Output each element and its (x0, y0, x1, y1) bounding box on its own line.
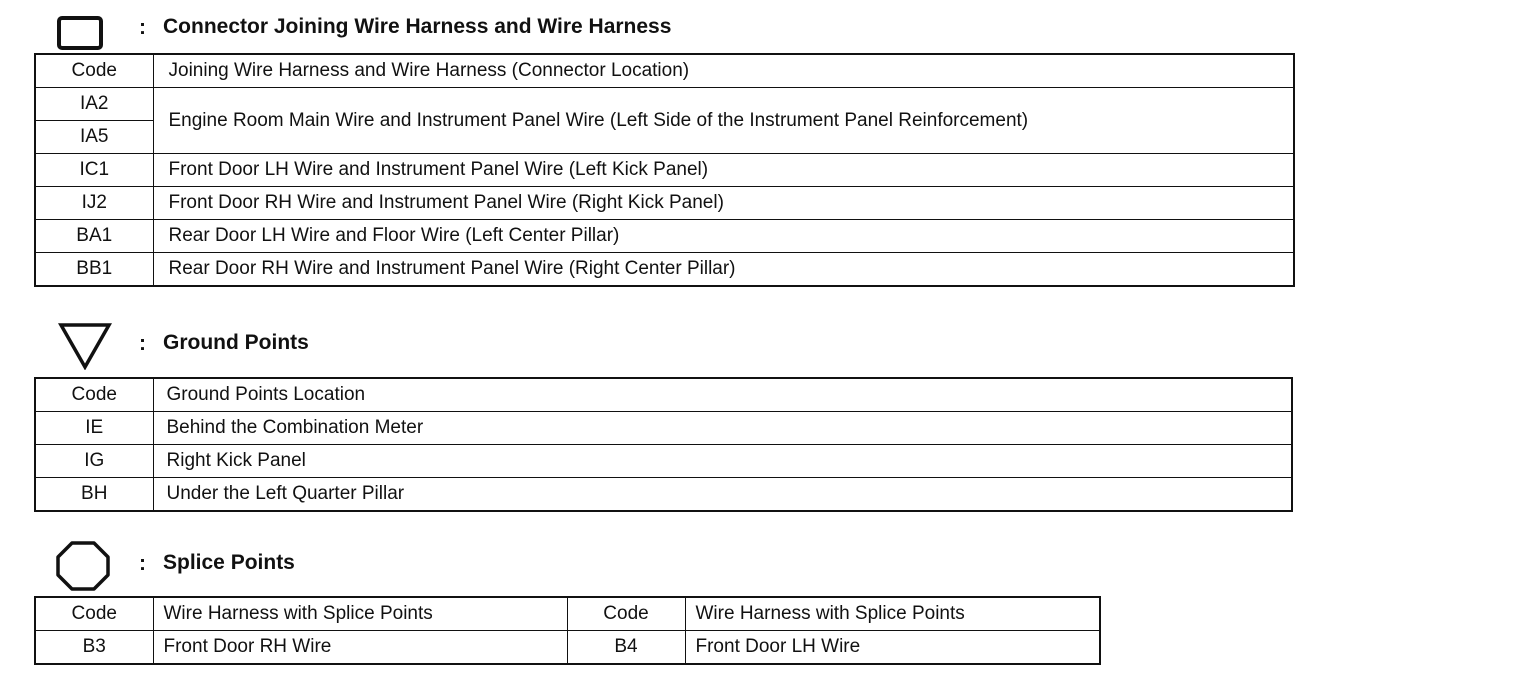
splice-code-cell: B4 (567, 631, 685, 665)
table-row (35, 187, 1294, 220)
splice-table (34, 596, 1101, 665)
octagon-symbol-icon (55, 540, 111, 592)
ground-table (34, 377, 1293, 512)
table-row (35, 88, 1294, 121)
ground-location-cell: Under the Left Quarter Pillar (153, 478, 1292, 512)
splice-code-header: Code (567, 597, 685, 631)
inverted-triangle-symbol-icon (58, 322, 112, 370)
table-row (35, 631, 1100, 665)
connector-location-cell: Front Door LH Wire and Instrument Panel Wire (Left Kick Panel) (153, 154, 1294, 187)
ground-code-cell: IG (35, 445, 153, 478)
connector-code-cell: IA2 (35, 88, 153, 121)
splice-header-row (35, 597, 1100, 631)
splice-section-colon: : (139, 552, 146, 575)
ground-code-header: Code (35, 378, 153, 412)
connector-location-cell: Rear Door LH Wire and Floor Wire (Left Center Pillar) (153, 220, 1294, 253)
table-row (35, 253, 1294, 287)
ground-location-cell: Right Kick Panel (153, 445, 1292, 478)
ground-code-cell: IE (35, 412, 153, 445)
connector-header-row (35, 54, 1294, 88)
table-row (35, 445, 1292, 478)
splice-code-cell: B3 (35, 631, 153, 665)
connector-location-cell: Engine Room Main Wire and Instrument Panel Wire (Left Side of the Instrument Panel Reinforcement) (153, 88, 1294, 154)
ground-location-cell: Behind the Combination Meter (153, 412, 1292, 445)
connector-section-colon: : (139, 16, 146, 39)
ground-header-row (35, 378, 1292, 412)
connector-code-cell: IC1 (35, 154, 153, 187)
table-row (35, 478, 1292, 512)
ground-section-title: Ground Points (163, 331, 309, 354)
connector-table (34, 53, 1295, 287)
table-row (35, 154, 1294, 187)
connector-location-cell: Rear Door RH Wire and Instrument Panel Wire (Right Center Pillar) (153, 253, 1294, 287)
splice-code-header: Code (35, 597, 153, 631)
ground-section-heading (0, 318, 1100, 368)
ground-code-cell: BH (35, 478, 153, 512)
connector-location-cell: Front Door RH Wire and Instrument Panel Wire (Right Kick Panel) (153, 187, 1294, 220)
connector-code-cell: IA5 (35, 121, 153, 154)
splice-harness-cell: Front Door RH Wire (153, 631, 567, 665)
connector-code-cell: BA1 (35, 220, 153, 253)
splice-harness-header: Wire Harness with Splice Points (153, 597, 567, 631)
splice-harness-cell: Front Door LH Wire (685, 631, 1100, 665)
ground-location-header: Ground Points Location (153, 378, 1292, 412)
splice-section-heading (0, 538, 1100, 588)
connector-code-cell: IJ2 (35, 187, 153, 220)
connector-section-title: Connector Joining Wire Harness and Wire Harness (163, 15, 672, 38)
ground-section-colon: : (139, 332, 146, 355)
splice-section-title: Splice Points (163, 551, 295, 574)
square-symbol-icon (56, 15, 104, 51)
splice-harness-header: Wire Harness with Splice Points (685, 597, 1100, 631)
connector-code-header: Code (35, 54, 153, 88)
connector-section-heading (0, 5, 1100, 55)
connector-location-header: Joining Wire Harness and Wire Harness (Connector Location) (153, 54, 1294, 88)
table-row (35, 220, 1294, 253)
table-row (35, 412, 1292, 445)
connector-code-cell: BB1 (35, 253, 153, 287)
